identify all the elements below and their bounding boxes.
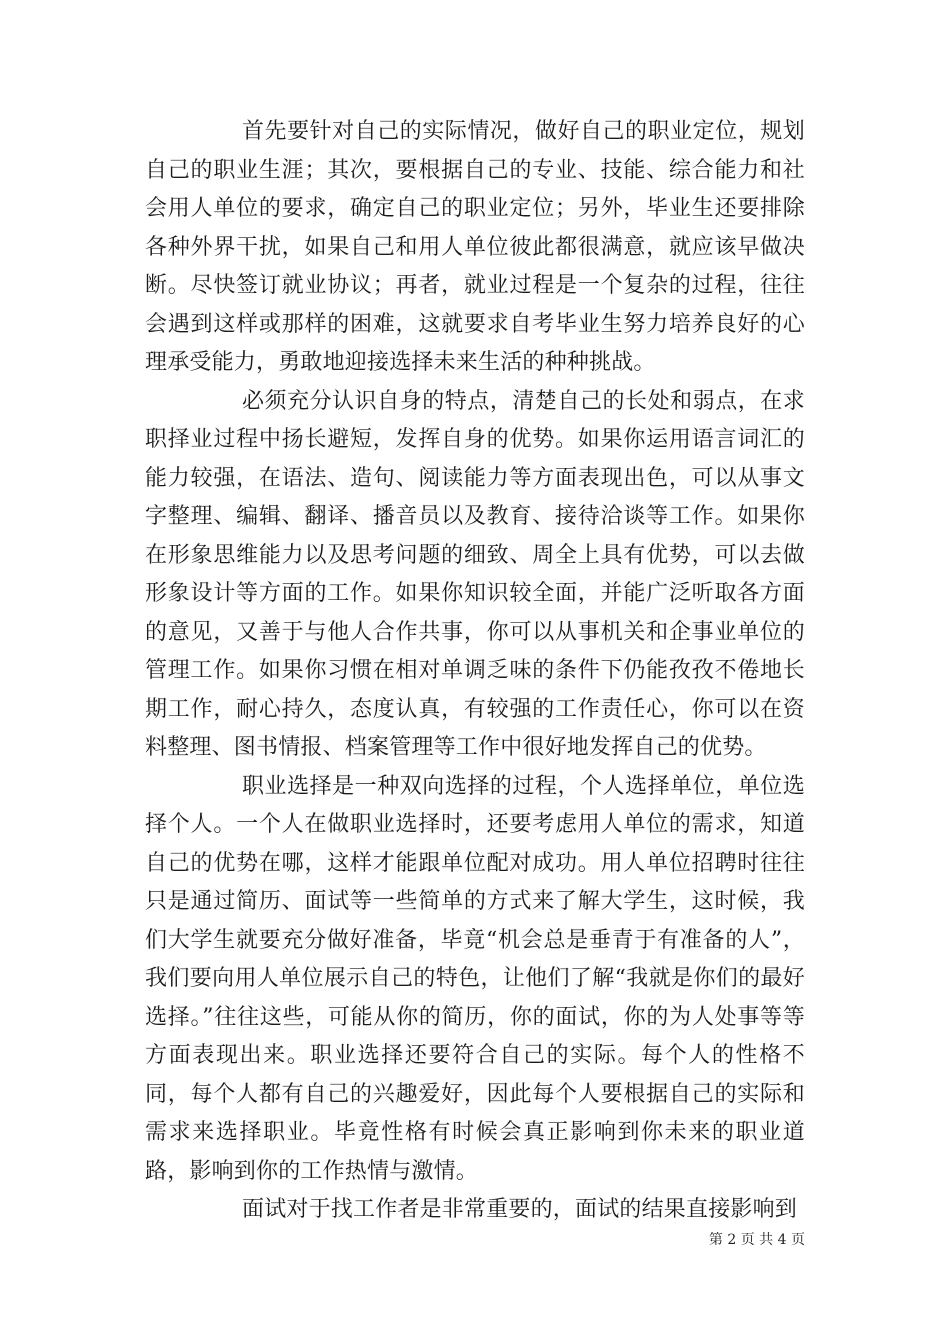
paragraph-career-positioning: 首先要针对自己的实际情况，做好自己的职业定位，规划自己的职业生涯；其次，要根据自己的专业、技能、综合能力和社会用人单位的要求，确定自己的职业定位；另外，毕业生还要排除各种外界干扰，如果自己和用人单位彼此都很满意，就应该早做决断。尽快签订就业协议；再者，就业过程是一个复杂的过程，往往会遇到这样或那样的困难，这就要求自考毕业生努力培养良好的心理承受能力，勇敢地迎接选择未来生活的种种挑战。 [145, 119, 805, 375]
page-number-footer: 第 2 页 共 4 页 [708, 1232, 805, 1248]
body-text [145, 113, 805, 1230]
paragraph-interview: 面试对于找工作者是非常重要的，面试的结果直接影响到 [242, 1197, 798, 1222]
paragraph-self-strengths: 必须充分认识自身的特点，清楚自己的长处和弱点，在求职择业过程中扬长避短，发挥自身的优势。如果你运用语言词汇的能力较强，在语法、造句、阅读能力等方面表现出色，可以从事文字整理、编辑、翻译、播音员以及教育、接待洽谈等工作。如果你在形象思维能力以及思考问题的细致、周全上具有优势，可以去做形象设计等方面的工作。如果你知识较全面，并能广泛听取各方面的意见，又善于与他人合作共事，你可以从事机关和企事业单位的管理工作。如果你习惯在相对单调乏味的条件下仍能孜孜不倦地长期工作，耐心持久，态度认真，有较强的工作责任心，你可以在资料整理、图书情报、档案管理等工作中很好地发挥自己的优势。 [145, 388, 805, 760]
paragraph-two-way-selection: 职业选择是一种双向选择的过程，个人选择单位，单位选择个人。一个人在做职业选择时，还要考虑用人单位的需求，知道自己的优势在哪，这样才能跟单位配对成功。用人单位招聘时往往只是通过简历、面试等一些简单的方式来了解大学生，这时候，我们大学生就要充分做好准备，毕竟“机会总是垂青于有准备的人”，我们要向用人单位展示自己的特色，让他们了解“我就是你们的最好选择。”往往这些，可能从你的简历，你的面试，你的为人处事等等方面表现出来。职业选择还要符合自己的实际。每个人的性格不同，每个人都有自己的兴趣爱好，因此每个人要根据自己的实际和需求来选择职业。毕竟性格有时候会真正影响到你未来的职业道路，影响到你的工作热情与激情。 [145, 773, 805, 1184]
